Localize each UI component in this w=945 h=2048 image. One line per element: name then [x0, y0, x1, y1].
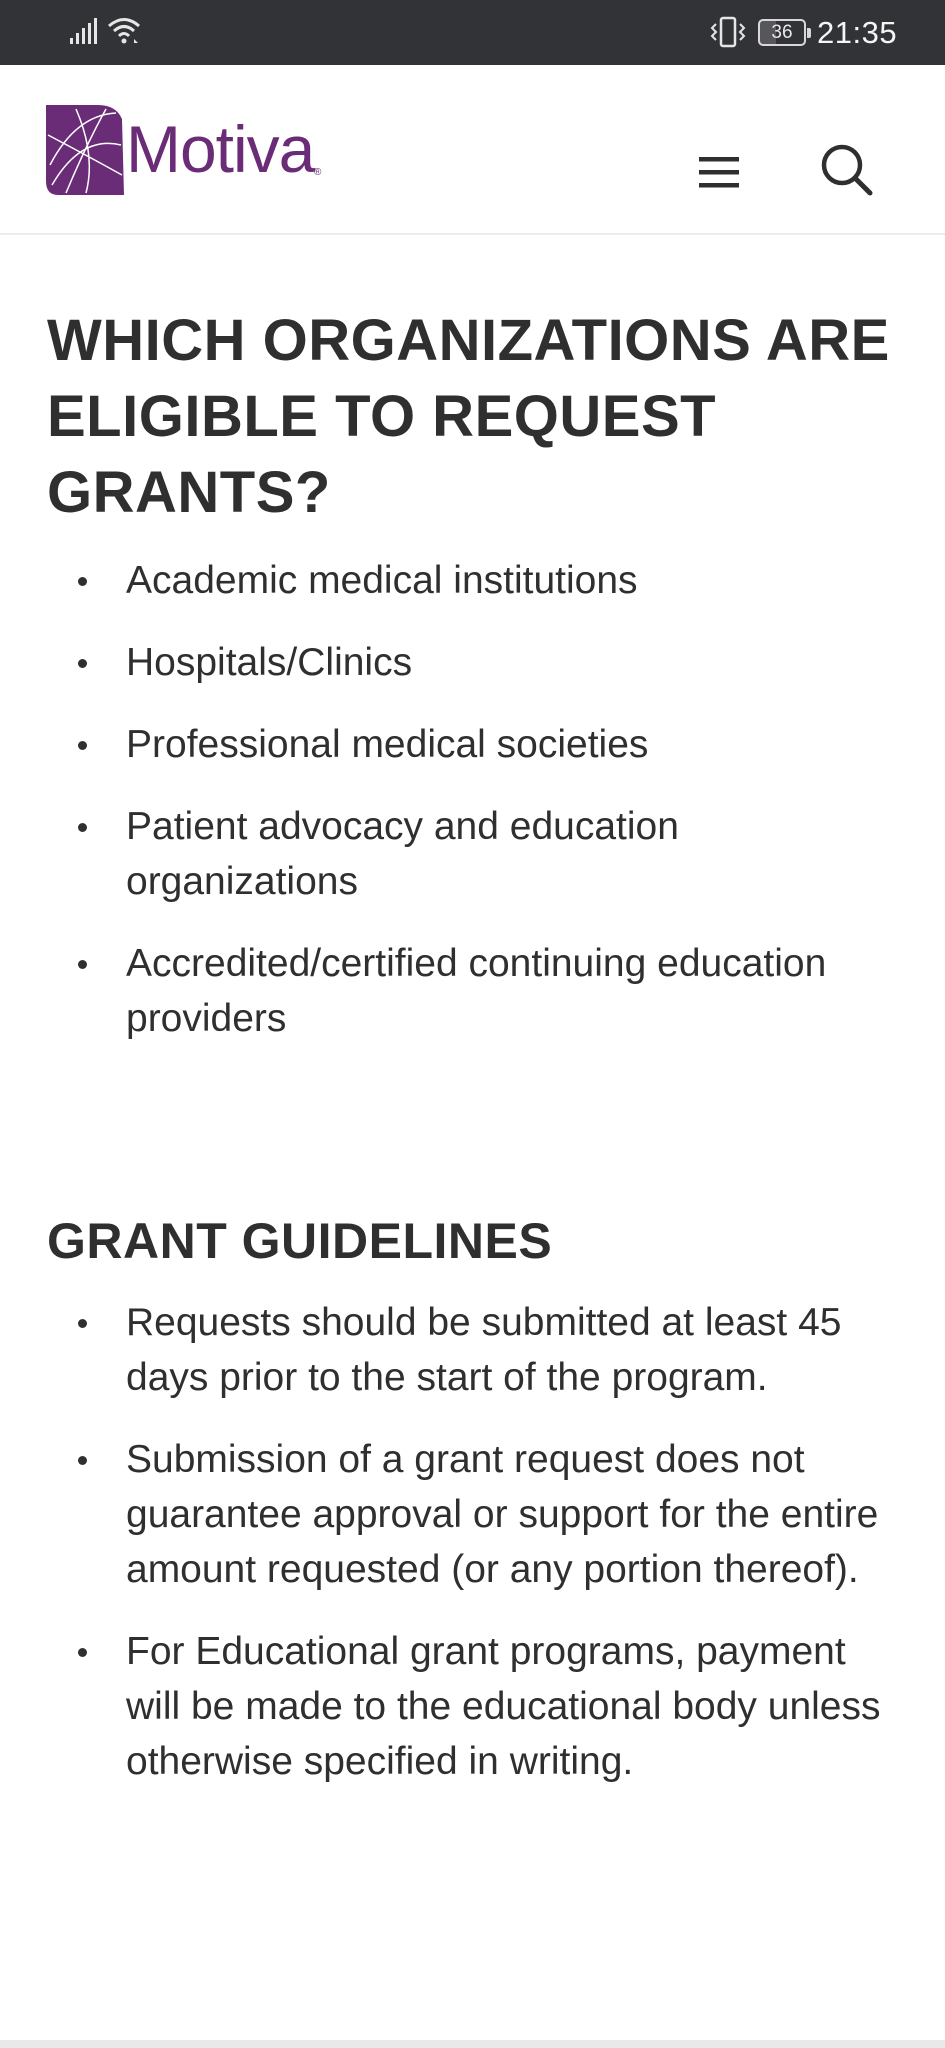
list-item: Patient advocacy and education organizations — [0, 799, 945, 909]
list-item: Academic medical institutions — [0, 553, 945, 608]
wifi-icon — [106, 16, 142, 46]
status-bar — [0, 0, 945, 65]
list-item: For Educational grant programs, payment will be made to the educational body unless otherwise specified in writing. — [0, 1624, 945, 1789]
list-item: Professional medical societies — [0, 717, 945, 772]
page-bottom-divider — [0, 2040, 945, 2048]
search-icon — [818, 141, 876, 199]
search-button[interactable] — [818, 141, 876, 199]
motiva-logo-mark-icon — [46, 105, 124, 195]
list-item: Hospitals/Clinics — [0, 635, 945, 690]
status-time: 21:35 — [817, 15, 898, 50]
battery-level: 36 — [771, 22, 793, 43]
hamburger-menu-icon — [694, 147, 748, 195]
hamburger-menu-button[interactable] — [694, 147, 748, 195]
signal-icon — [68, 18, 98, 46]
eligibility-list — [0, 553, 945, 1073]
registered-mark: ® — [314, 167, 322, 178]
vibrate-icon — [709, 15, 747, 49]
motiva-logo[interactable] — [46, 105, 346, 200]
logo-wordmark: Motiva — [126, 112, 315, 186]
guidelines-list — [0, 1295, 945, 1816]
battery-icon — [758, 19, 806, 46]
list-item: Accredited/certified continuing education providers — [0, 936, 945, 1046]
list-item: Requests should be submitted at least 45 days prior to the start of the program. — [0, 1295, 945, 1405]
guidelines-heading: GRANT GUIDELINES — [47, 1213, 553, 1269]
list-item: Submission of a grant request does not guarantee approval or support for the entire amount requested (or any portion thereof). — [0, 1432, 945, 1597]
eligibility-heading: WHICH ORGANIZATIONS ARE ELIGIBLE TO REQUEST GRANTS? — [47, 308, 890, 525]
site-header — [0, 65, 945, 235]
